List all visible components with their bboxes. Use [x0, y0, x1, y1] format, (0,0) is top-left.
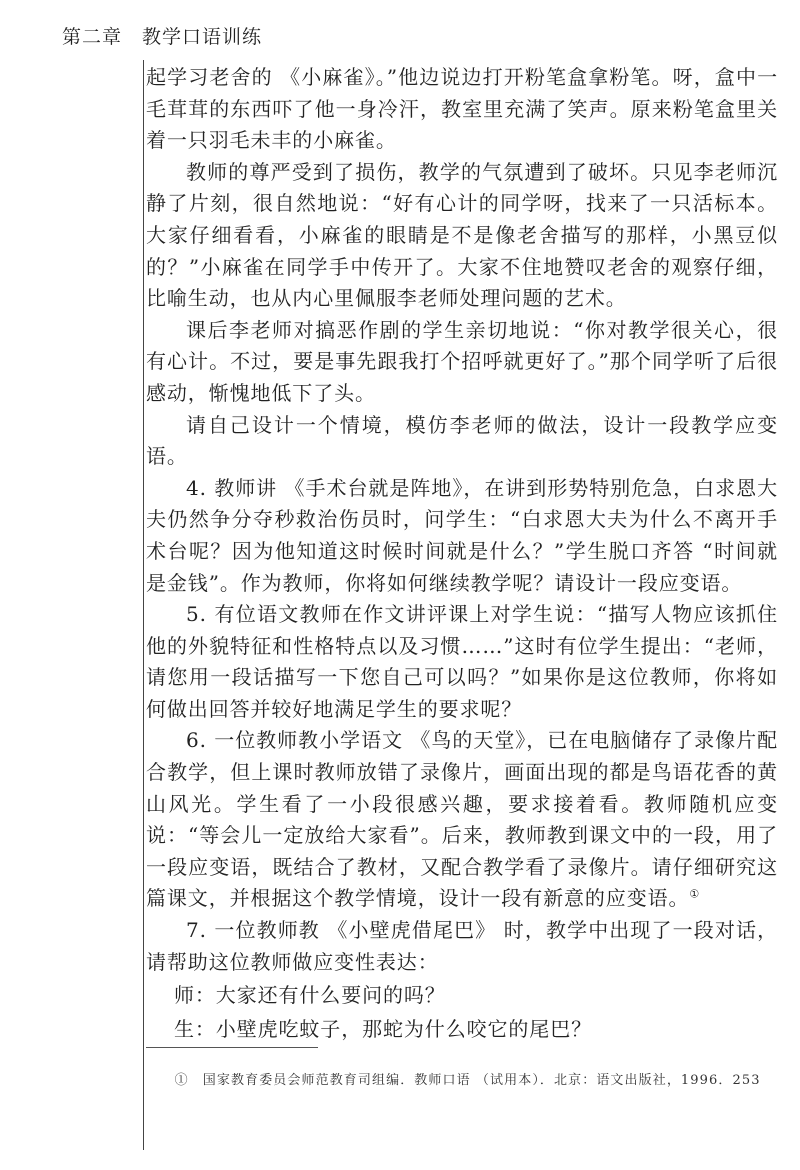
left-margin-rule — [143, 60, 144, 1150]
paragraph-continuation: 起学习老舍的 《小麻雀》。”他边说边打开粉笔盒拿粉笔。呀，盒中一毛茸茸的东西吓了他一身冷汗，教室里充满了笑声。原来粉笔盒里关着一只羽毛未丰的小麻雀。 — [146, 65, 778, 153]
exercise-4: 4. 教师讲 《手术台就是阵地》，在讲到形势特别危急，白求恩大夫仍然争分夺秒救治伤员时，问学生：“白求恩大夫为什么不离开手术台呢？因为他知道这时候时间就是什么？”学生脱口齐答 “时间就是金钱”。作为教师，你将如何继续教学呢？请设计一段应变语。 — [146, 475, 778, 595]
footnote: ① 国家教育委员会师范教育司组编．教师口语 （试用本）．北京：语文出版社，1996．253 — [174, 1073, 761, 1088]
exercise-7: 7. 一位教师教 《小壁虎借尾巴》 时，教学中出现了一段对话，请帮助这位教师做应变性表达： — [146, 918, 778, 974]
paragraph-exercise-instruction: 请自己设计一个情境，模仿李老师的做法，设计一段教学应变语。 — [146, 412, 778, 469]
footnote-reference[interactable]: ① — [689, 887, 701, 901]
running-head: 第二章 教学口语训练 — [62, 26, 263, 48]
dialog-line-teacher: 师：大家还有什么要问的吗？ — [174, 983, 446, 1008]
dialog-line-student: 生：小壁虎吃蚊子，那蛇为什么咬它的尾巴？ — [174, 1016, 592, 1041]
footnote-divider — [146, 1047, 318, 1048]
paragraph-after-class: 课后李老师对搞恶作剧的学生亲切地说：“你对教学很关心，很有心计。不过，要是事先跟我打个招呼就更好了。”那个同学听了后很感动，惭愧地低下了头。 — [146, 317, 778, 405]
exercise-6-text: 6. 一位教师教小学语文 《鸟的天堂》，已在电脑储存了录像片配合教学，但上课时教师放错了录像片，画面出现的都是鸟语花香的黄山风光。学生看了一小段很感兴趣，要求接着看。教师随机应变说：“等会儿一定放给大家看”。后来，教师教到课文中的一段，用了一段应变语，既结合了教材，又配合教学看了录像片。请仔细研究这篇课文，并根据这个教学情境，设计一段有新意的应变语。 — [146, 728, 778, 911]
paragraph-teacher-dignity: 教师的尊严受到了损伤，教学的气氛遭到了破坏。只见李老师沉静了片刻，很自然地说：“好有心计的同学呀，找来了一只活标本。大家仔细看看，小麻雀的眼睛是不是像老舍描写的那样，小黑豆似的？”小麻雀在同学手中传开了。大家不住地赞叹老舍的观察仔细，比喻生动，也从内心里佩服李老师处理问题的艺术。 — [146, 159, 778, 311]
exercise-5: 5. 有位语文教师在作文讲评课上对学生说：“描写人物应该抓住他的外貌特征和性格特点以及习惯……”这时有位学生提出：“老师，请您用一段话描写一下您自己可以吗？”如果你是这位教师，你将如何做出回答并较好地满足学生的要求呢？ — [146, 602, 778, 721]
body-text — [146, 62, 778, 1045]
exercise-6 — [146, 725, 778, 915]
